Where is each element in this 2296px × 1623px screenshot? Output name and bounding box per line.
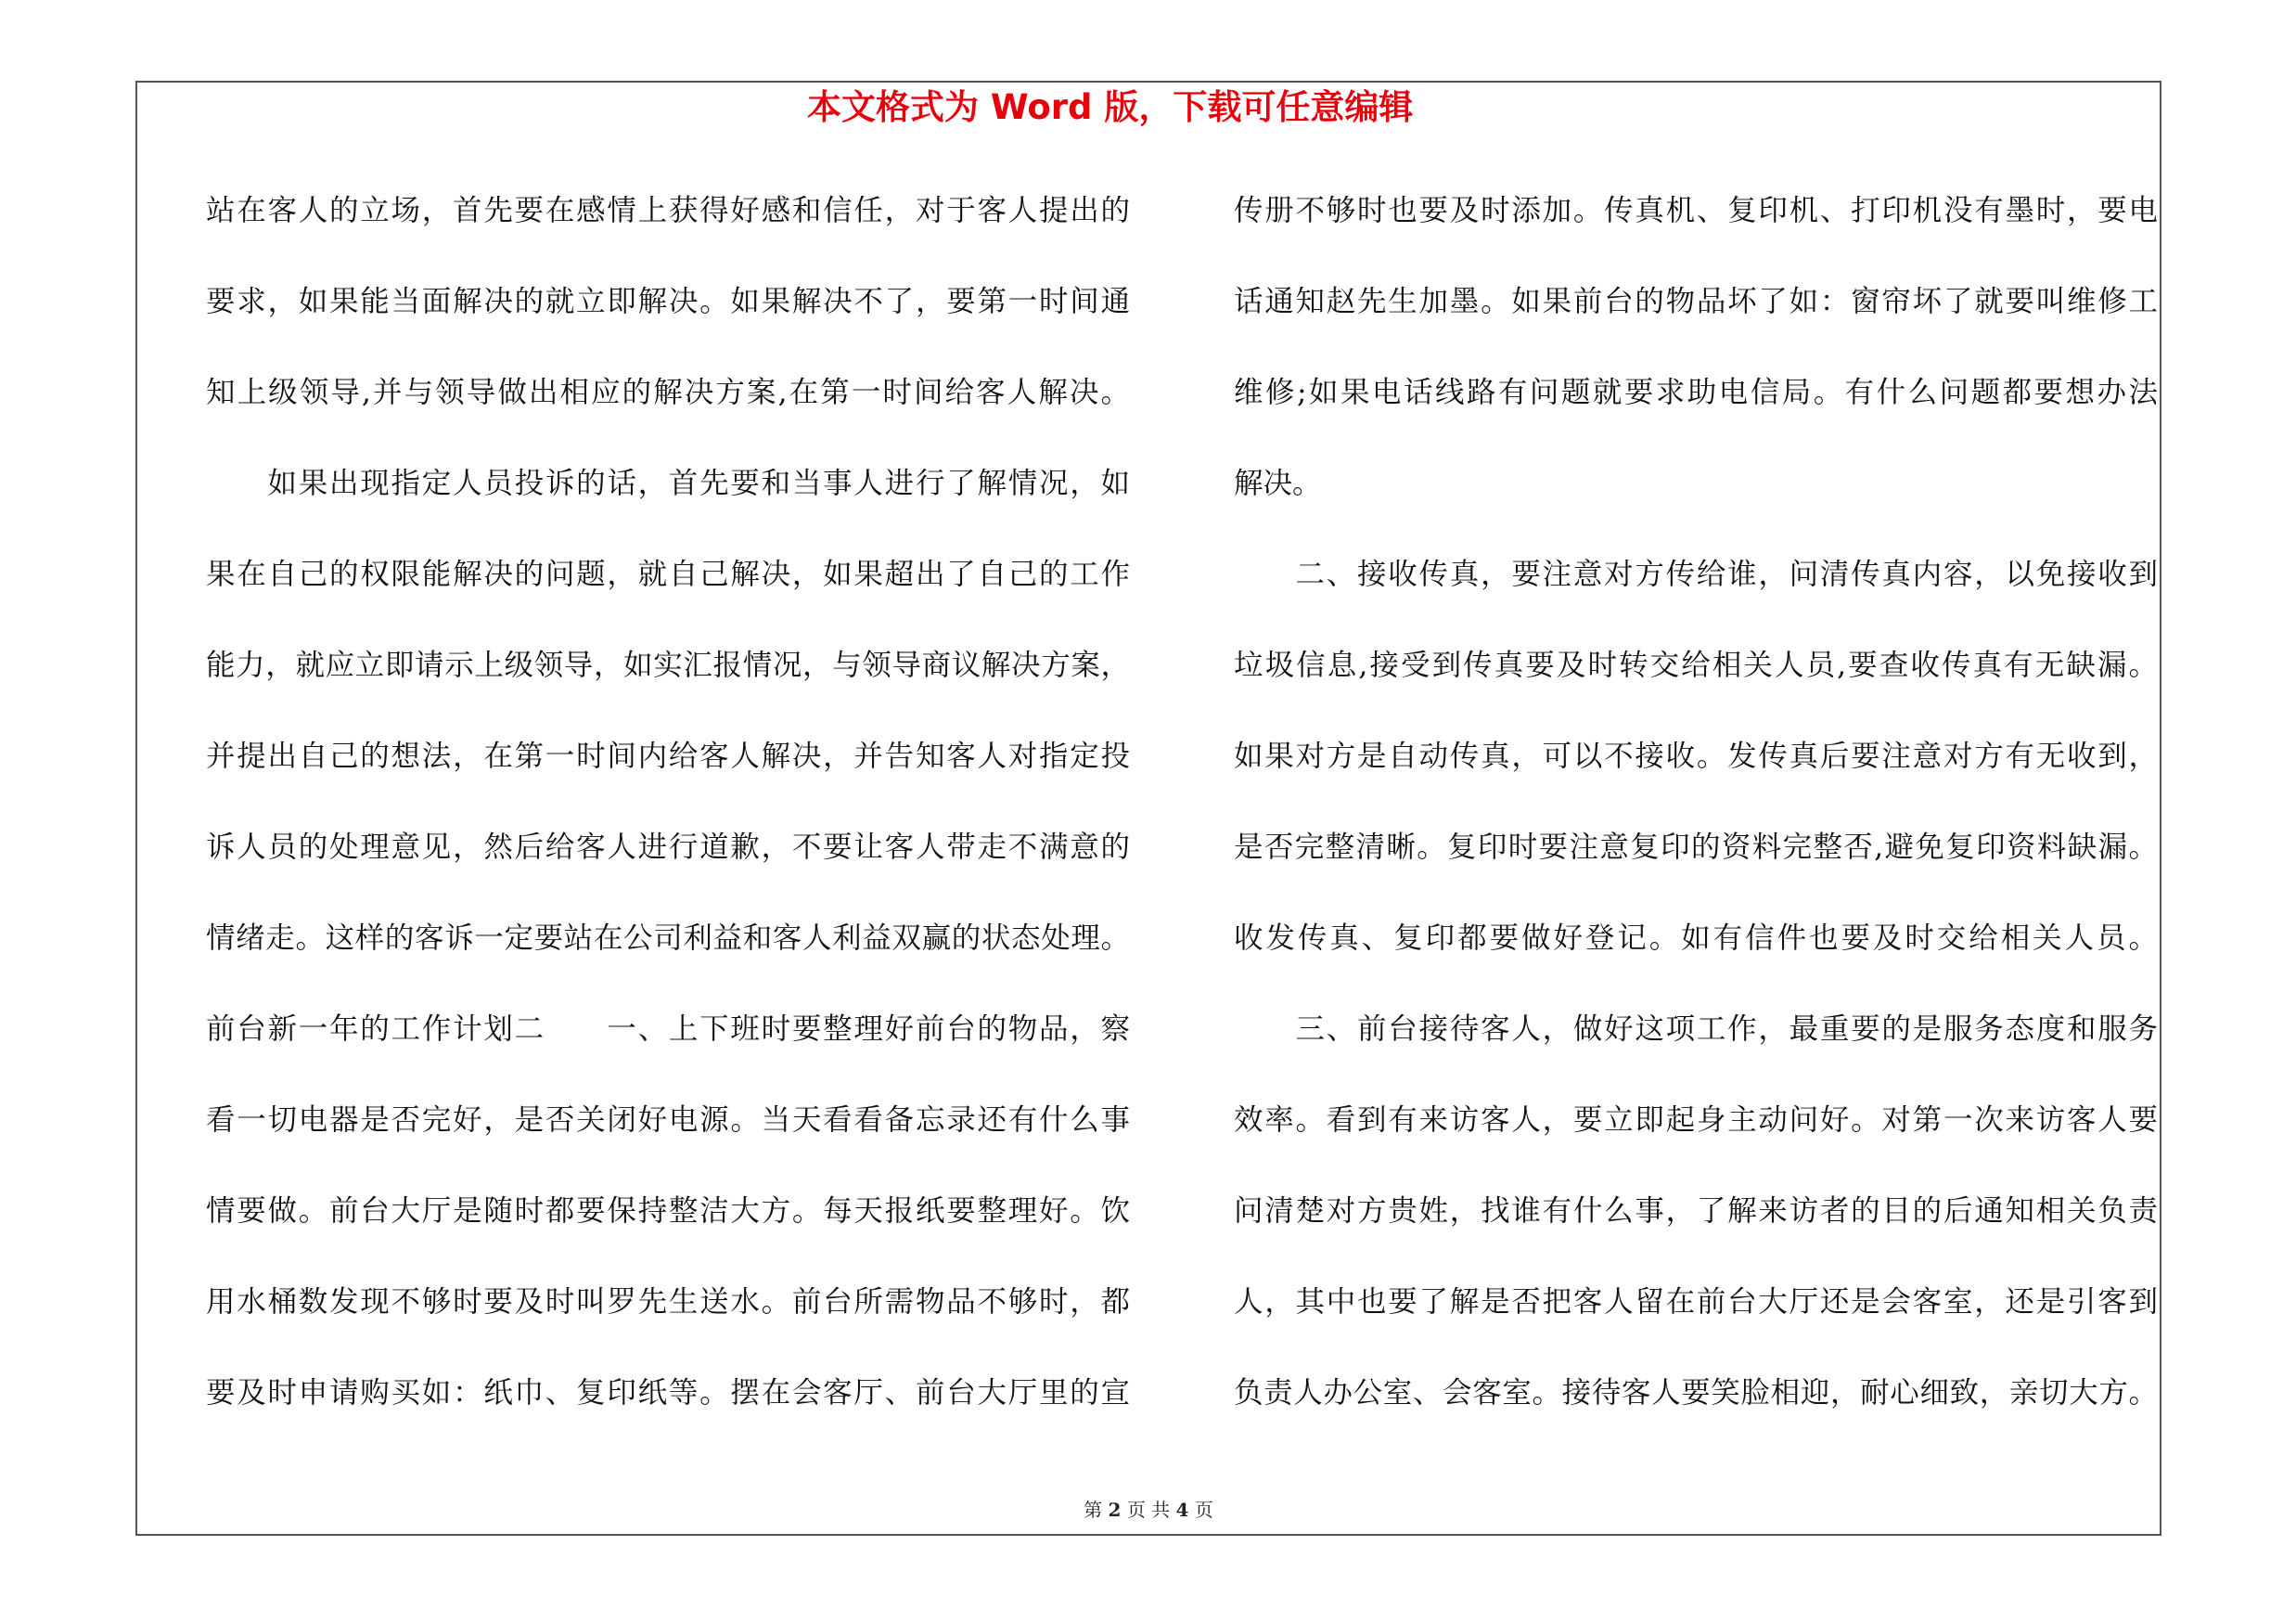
text-line: 看一切电器是否完好，是否关闭好电源。当天看看备忘录还有什么事 [206,1103,1130,1137]
text-line: 如果对方是自动传真，可以不接收。发传真后要注意对方有无收到， [1234,740,2158,773]
text-line: 人，其中也要了解是否把客人留在前台大厅还是会客室，还是引客到 [1234,1285,2158,1319]
text-line: 问清楚对方贵姓，找谁有什么事，了解来访者的目的后通知相关负责 [1234,1194,2158,1228]
footer-total-pages: 4 [1175,1499,1189,1521]
footer-page-prefix: 第 [1084,1499,1103,1521]
format-banner: 本文格式为 Word 版，下载可任意编辑 [807,87,1414,127]
text-line: 垃圾信息,接受到传真要及时转交给相关人员,要查收传真有无缺漏。 [1234,649,2158,682]
text-line: 情绪走。这样的客诉一定要站在公司利益和客人利益双赢的状态处理。 [206,921,1130,955]
text-line: 负责人办公室、会客室。接待客人要笑脸相迎，耐心细致，亲切大方。 [1234,1376,2158,1410]
text-line: 收发传真、复印都要做好登记。如有信件也要及时交给相关人员。 [1234,921,2158,955]
text-line: 话通知赵先生加墨。如果前台的物品坏了如：窗帘坏了就要叫维修工 [1234,285,2158,318]
footer-total-suffix: 页 [1194,1499,1213,1521]
footer-page-suffix: 页 [1126,1499,1146,1521]
text-line: 果在自己的权限能解决的问题，就自己解决，如果超出了自己的工作 [206,558,1130,591]
text-line: 用水桶数发现不够时要及时叫罗先生送水。前台所需物品不够时，都 [206,1285,1130,1319]
text-line: 要及时申请购买如：纸巾、复印纸等。摆在会客厅、前台大厅里的宣 [206,1376,1130,1410]
text-line: 前台新一年的工作计划二 一、上下班时要整理好前台的物品，察 [206,1012,1130,1046]
text-line: 维修;如果电话线路有问题就要求助电信局。有什么问题都要想办法 [1234,376,2158,409]
text-line: 解决。 [1234,467,1322,500]
left-column [206,165,1130,1438]
text-line: 诉人员的处理意见，然后给客人进行道歉，不要让客人带走不满意的 [206,831,1130,864]
text-line: 要求，如果能当面解决的就立即解决。如果解决不了，要第一时间通 [206,285,1130,318]
footer-total-prefix: 共 [1151,1499,1171,1521]
text-line: 知上级领导,并与领导做出相应的解决方案,在第一时间给客人解决。 [206,376,1130,409]
right-column [1234,165,2158,1438]
text-line: 如果出现指定人员投诉的话，首先要和当事人进行了解情况，如 [206,467,1130,500]
text-line: 并提出自己的想法，在第一时间内给客人解决，并告知客人对指定投 [206,740,1130,773]
footer-page-number: 2 [1108,1499,1122,1521]
text-line: 是否完整清晰。复印时要注意复印的资料完整否,避免复印资料缺漏。 [1234,831,2158,864]
page-footer [135,1496,2161,1524]
text-line: 站在客人的立场，首先要在感情上获得好感和信任，对于客人提出的 [206,194,1130,227]
text-line: 三、前台接待客人，做好这项工作，最重要的是服务态度和服务 [1234,1012,2158,1046]
text-line: 情要做。前台大厅是随时都要保持整洁大方。每天报纸要整理好。饮 [206,1194,1130,1228]
text-line: 效率。看到有来访客人，要立即起身主动问好。对第一次来访客人要 [1234,1103,2158,1137]
text-line: 能力，就应立即请示上级领导，如实汇报情况，与领导商议解决方案， [206,649,1130,682]
text-line: 传册不够时也要及时添加。传真机、复印机、打印机没有墨时，要电 [1234,194,2158,227]
text-line: 二、接收传真，要注意对方传给谁，问清传真内容，以免接收到 [1234,558,2158,591]
